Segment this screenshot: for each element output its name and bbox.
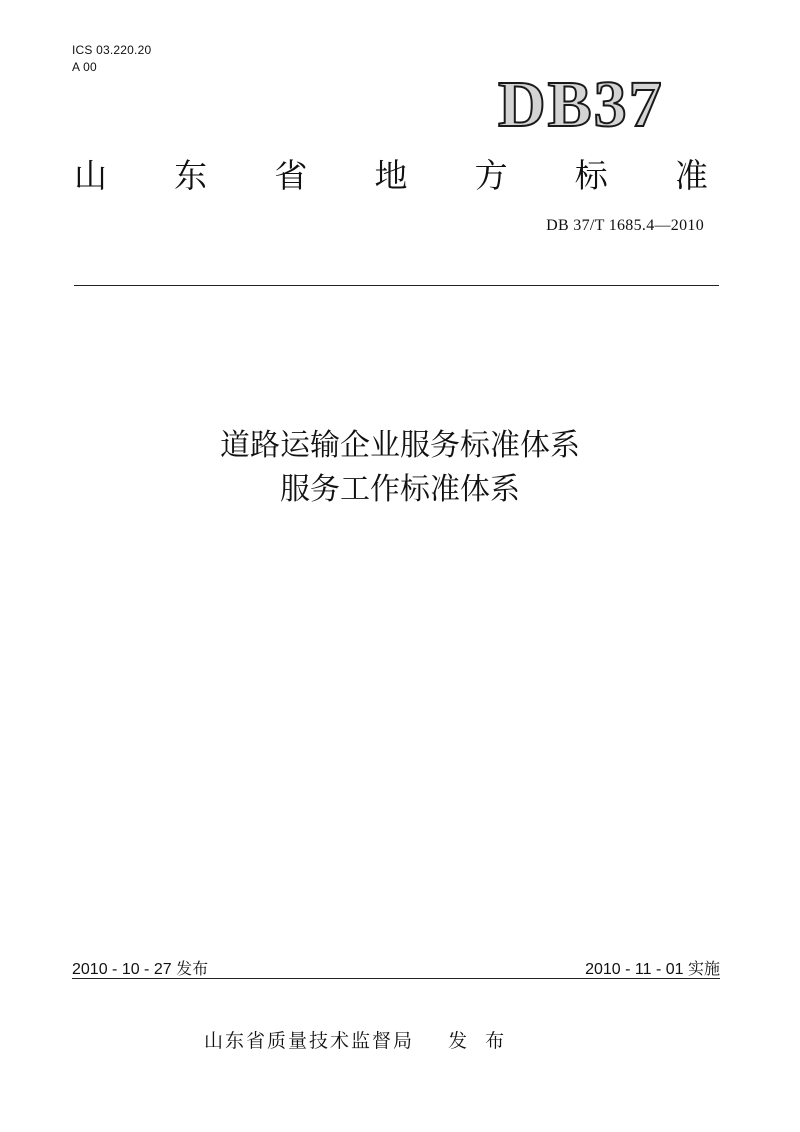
document-title <box>0 424 800 512</box>
category-char: 方 <box>474 156 508 195</box>
publisher <box>204 1026 510 1053</box>
category-char: 准 <box>674 156 708 195</box>
category-char: 山 <box>74 156 107 195</box>
footer-divider <box>72 978 720 979</box>
category-char: 省 <box>274 156 308 195</box>
classification-codes <box>72 42 151 76</box>
standard-number: DB 37/T 1685.4—2010 <box>546 217 704 234</box>
ccs-code: A 00 <box>72 60 97 74</box>
category-char: 标 <box>574 156 608 195</box>
issue-date: 2010 - 10 - 27 发布 <box>72 961 209 978</box>
implementation-date: 2010 - 11 - 01 实施 <box>585 961 720 978</box>
db37-logo <box>496 66 706 138</box>
db37-logo-text: DB37 <box>498 68 664 138</box>
title-line-1: 道路运输企业服务标准体系 <box>220 428 580 463</box>
publisher-org: 山东省质量技术监督局 <box>204 1030 415 1052</box>
category-char: 东 <box>174 156 208 195</box>
title-line-2: 服务工作标准体系 <box>280 472 520 507</box>
ics-code: ICS 03.220.20 <box>72 43 152 57</box>
standard-category <box>74 156 708 196</box>
publisher-suffix: 发 布 <box>448 1030 511 1052</box>
category-char: 地 <box>374 156 408 195</box>
header-divider <box>74 285 719 286</box>
